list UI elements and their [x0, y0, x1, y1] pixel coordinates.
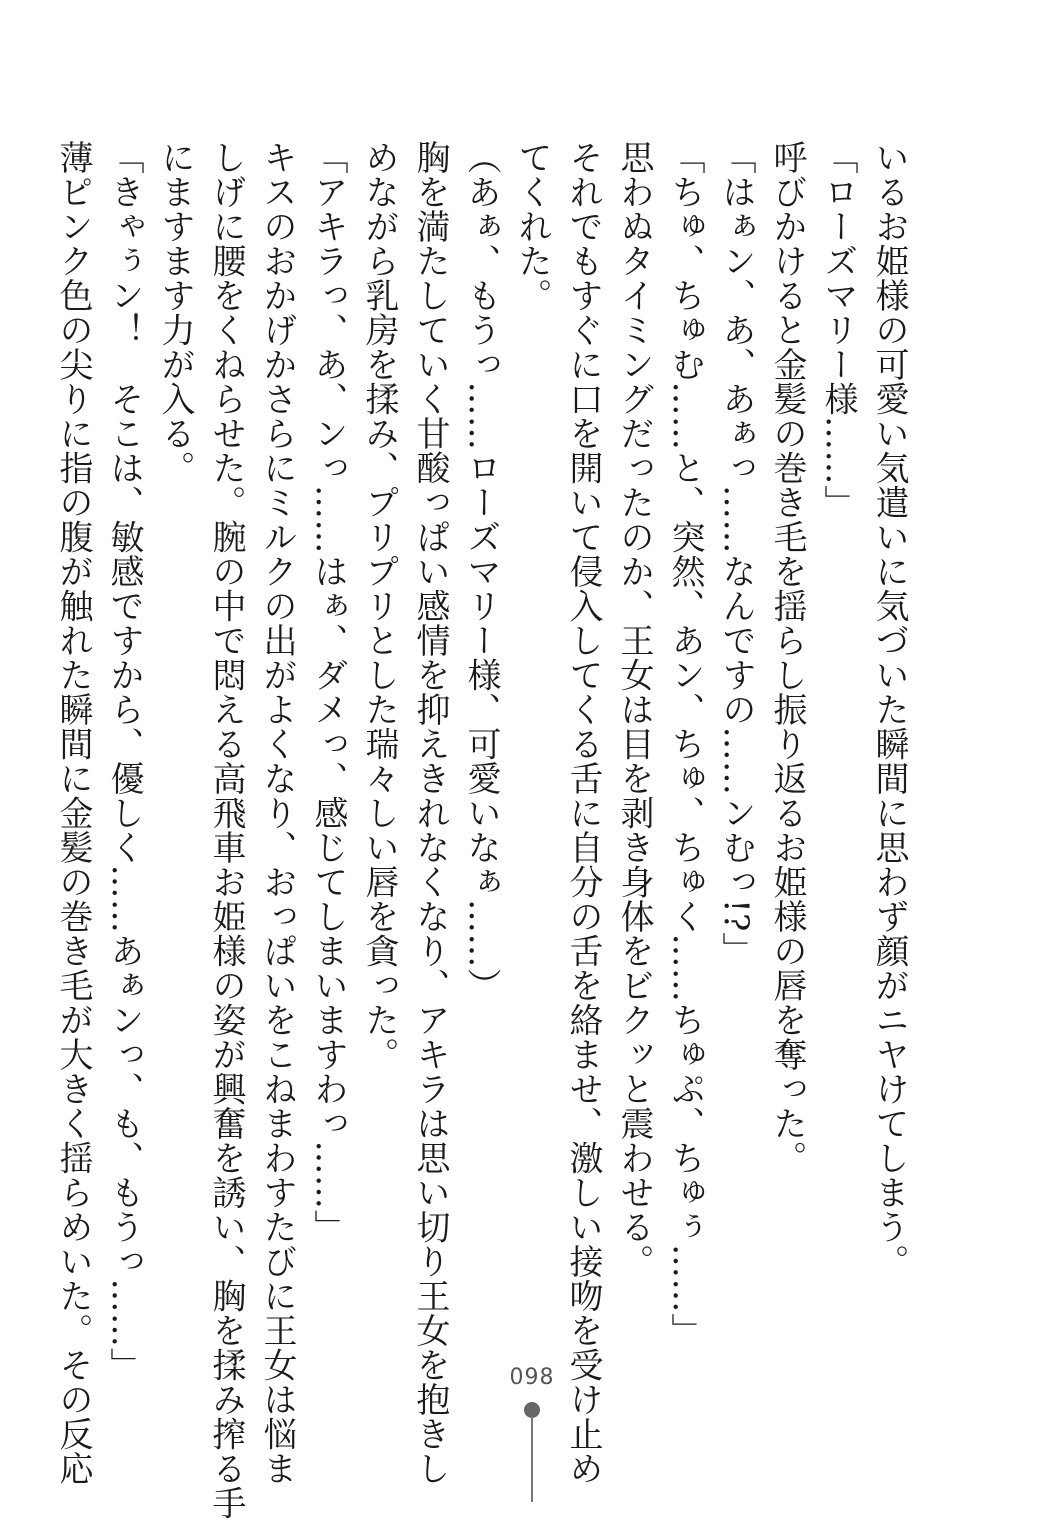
text-line: めながら乳房を揉み、プリプリとした瑞々しい唇を貪った。	[359, 140, 399, 1072]
page-footer	[0, 1365, 1064, 1390]
page-ornament-icon	[524, 1402, 540, 1502]
text-line: それでもすぐに口を開いて侵入してくる舌に自分の舌を絡ませ、激しい接吻を受け止め	[563, 140, 603, 1486]
text-line: いるお姫様の可愛い気遣いに気づいた瞬間に思わず顔がニヤけてしまう。	[869, 140, 909, 1279]
text-line: しげに腰をくねらせた。腕の中で悶える高飛車お姫様の姿が興奮を誘い、胸を揉み搾る手	[206, 140, 246, 1520]
text-line: 薄ピンク色の尖りに指の腹が触れた瞬間に金髪の巻き毛が大きく揺らめいた。その反応	[53, 140, 93, 1486]
text-line: キスのおかげかさらにミルクの出がよくなり、おっぱいをこねまわすたびに王女は悩ま	[257, 140, 297, 1486]
text-line: 「はぁン、あ、あぁっ……なんですの……ンむっ!?」	[716, 140, 756, 967]
text-line: 「アキラっ、あ、ンっ……はぁ、ダメっ、感じてしまいますわっ……」	[308, 140, 348, 1244]
text-line: 胸を満たしていく甘酸っぱい感情を抑えきれなくなり、アキラは思い切り王女を抱きし	[410, 140, 450, 1486]
text-line: 「ローズマリー様……」	[818, 140, 858, 520]
text-line: てくれた。	[512, 140, 552, 313]
text-line: にますます力が入る。	[155, 140, 195, 485]
text-line: （あぁ、もうっ……ローズマリー様、可愛いなぁ……）	[461, 140, 501, 1003]
page-number: 098	[509, 1365, 555, 1390]
text-line: 「きゃぅン！ そこは、敏感ですから、優しく……あぁンっ、も、もうっ……」	[104, 140, 144, 1382]
text-line: 呼びかけると金髪の巻き毛を揺らし振り返るお姫様の唇を奪った。	[767, 140, 807, 1175]
ornament-line	[531, 1416, 533, 1502]
text-line: 「ちゅ、ちゅむ……と、突然、あン、ちゅ、ちゅく……ちゅぷ、ちゅぅ……」	[665, 140, 705, 1348]
body-text	[47, 140, 914, 1520]
text-line: 思わぬタイミングだったのか、王女は目を剥き身体をビクッと震わせる。	[614, 140, 654, 1279]
